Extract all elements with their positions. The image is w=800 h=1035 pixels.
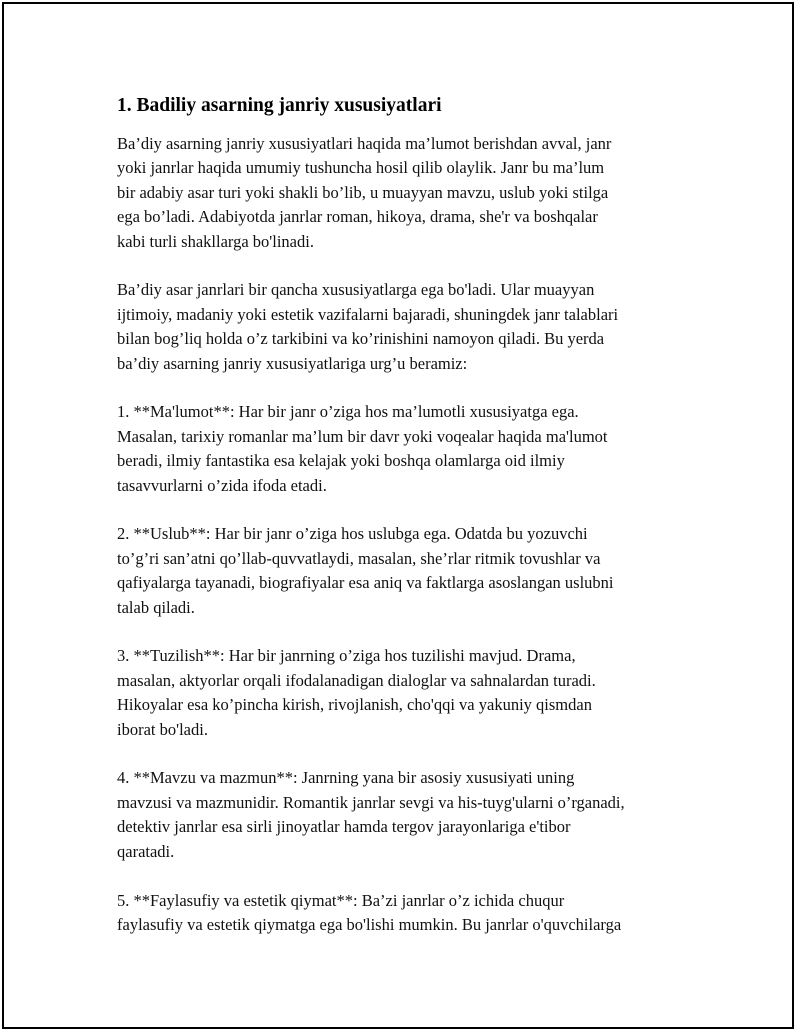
intro-paragraph: Ba’diy asarning janriy xususiyatlari haqida ma’lumot berishdan avval, janr yoki janrlar haqida umumiy tushuncha hosil qilib olaylik. Janr bu ma’lum bir adabiy asar turi yoki shakli bo’lib, u muayyan mavzu, uslub yoki stilga ega bo’ladi. Adabiyotda janrlar roman, hikoya, drama, she'r va boshqalar kabi turli shakllarga bo'linadi.	[117, 134, 612, 251]
document-body	[117, 93, 702, 962]
list-item-theme-content: 4. **Mavzu va mazmun**: Janrning yana bir asosiy xususiyati uning mavzusi va mazmunidir. Romantik janrlar sevgi va his-tuyg'ularni o’rganadi, detektiv janrlar esa sirli jinoyatlar hamda tergov jarayonlariga e'tibor qaratadi.	[117, 768, 625, 861]
list-item-information: 1. **Ma'lumot**: Har bir janr o’ziga hos ma’lumotli xususiyatga ega. Masalan, tarixiy romanlar ma’lum bir davr yoki voqealar haqida ma'lumot beradi, ilmiy fantastika esa kelajak yoki boshqa olamlarga oid ilmiy tasavvurlarni o’zida ifoda etadi.	[117, 402, 608, 495]
list-item-philosophical-value: 5. **Faylasufiy va estetik qiymat**: Ba’zi janrlar o’z ichida chuqur faylasufiy va estetik qiymatga ega bo'lishi mumkin. Bu janrlar o'quvchilarga	[117, 890, 622, 934]
section-heading: 1. Badiliy asarning janriy xususiyatlari	[117, 95, 442, 116]
features-paragraph: Ba’diy asar janrlari bir qancha xususiyatlarga ega bo'ladi. Ular muayyan ijtimoiy, madaniy yoki estetik vazifalarni bajaradi, shuningdek janr talablari bilan bog’liq holda o’z tarkibini va ko’rinishini namoyon qiladi. Bu yerda ba’diy asarning janriy xususiyatlariga urg’u beramiz:	[117, 280, 619, 373]
list-item-structure: 3. **Tuzilish**: Har bir janrning o’ziga hos tuzilishi mavjud. Drama, masalan, aktyorlar orqali ifodalanadigan dialoglar va sahnalardan turadi. Hikoyalar esa ko’pincha kirish, rivojlanish, cho'qqi va yakuniy qismdan iborat bo'ladi.	[117, 646, 596, 739]
list-item-style: 2. **Uslub**: Har bir janr o’ziga hos uslubga ega. Odatda bu yozuvchi to’g’ri san’atni qo’llab-quvvatlaydi, masalan, she’rlar ritmik tovushlar va qafiyalarga tayanadi, biografiyalar esa aniq va faktlarga asoslangan uslubni talab qiladi.	[117, 524, 614, 617]
